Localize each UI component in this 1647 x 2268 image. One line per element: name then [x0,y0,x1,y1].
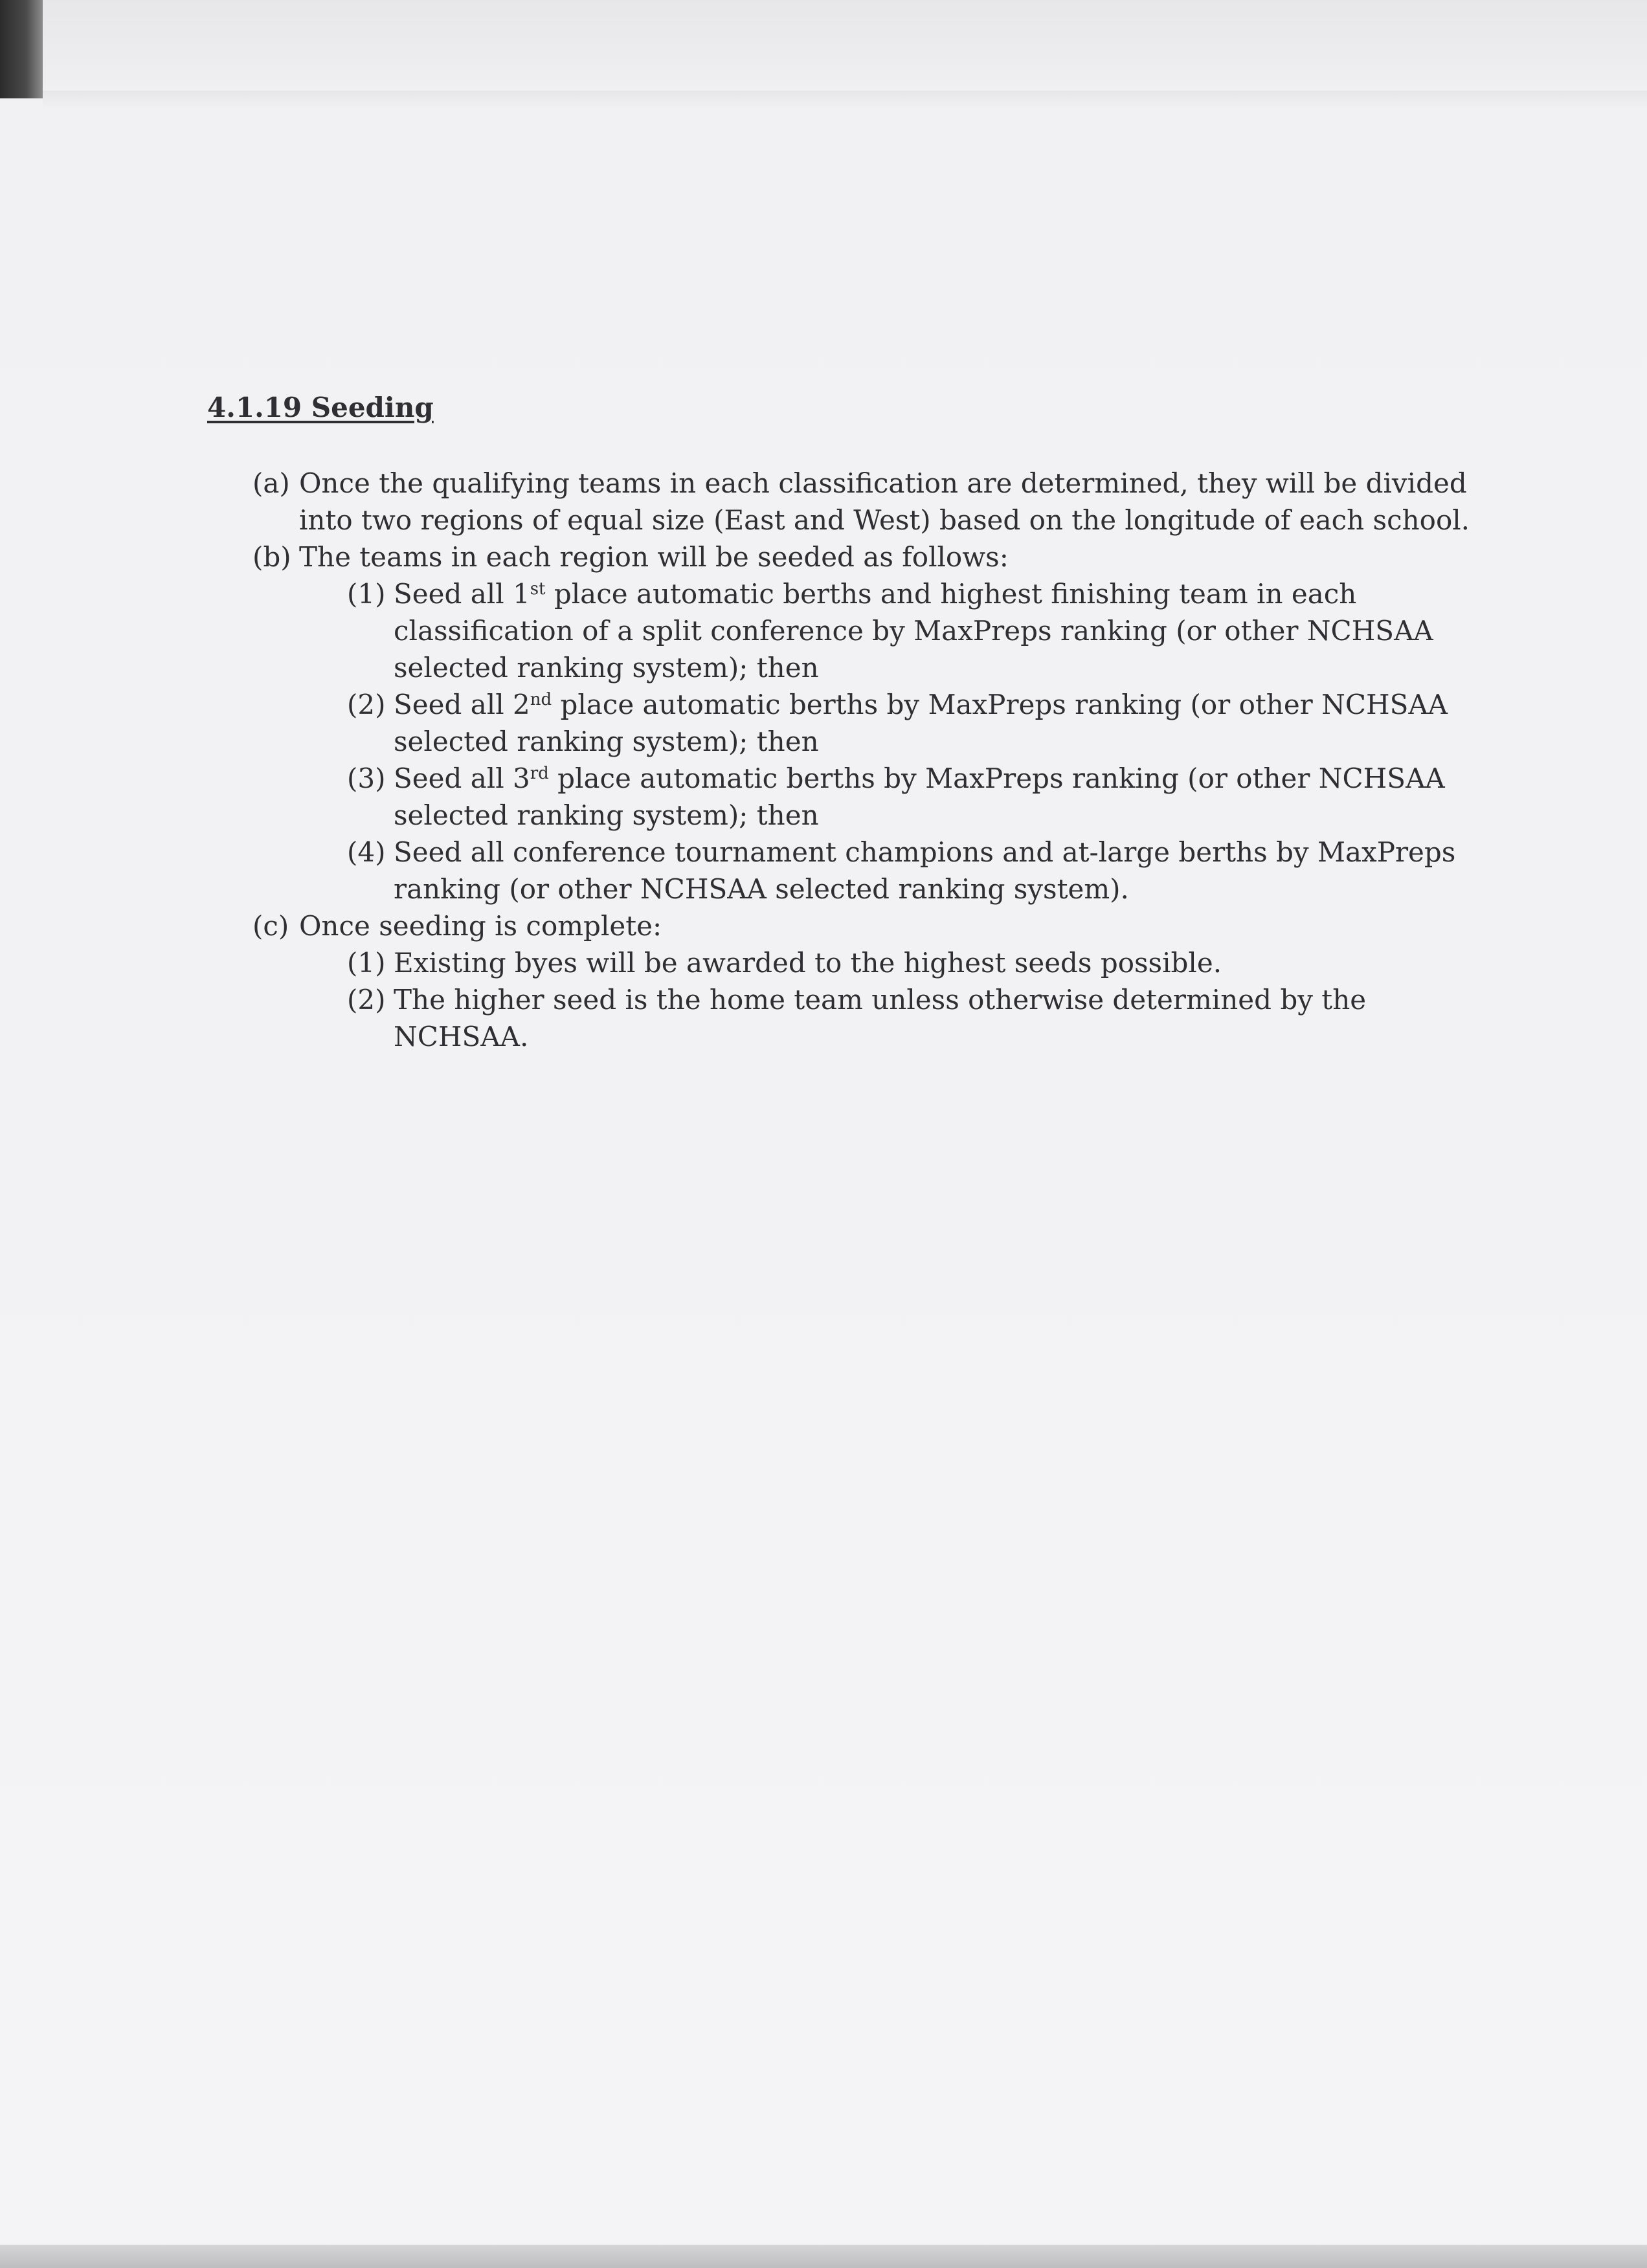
sub-item-text: Seed all conference tournament champions and at-large berths by MaxPreps ranking (or other NCHSAA selected ranking system). [394,836,1456,905]
sub-item-c1 [207,944,1470,981]
list-marker: (1) [347,578,386,610]
list-marker: (a) [252,467,290,499]
ordinal-suffix: rd [530,764,549,783]
sub-item-text: Existing byes will be awarded to the highest seeds possible. [394,947,1222,979]
sub-item-b2 [207,686,1470,760]
list-item-text: Once the qualifying teams in each classification are determined, they will be divided into two regions of equal size (East and West) based on the longitude of each school. [299,467,1470,536]
sub-item-b4 [207,834,1470,907]
sub-item-text-post: place automatic berths and highest finishing team in each classification of a split conference by MaxPreps ranking (or other NCHSAA selected ranking system); then [394,578,1433,684]
sub-item-text-post: place automatic berths by MaxPreps ranking (or other NCHSAA selected ranking system); then [394,689,1448,757]
sub-item-text-pre: Seed all 1 [394,578,530,610]
sub-item-text-post: place automatic berths by MaxPreps ranking (or other NCHSAA selected ranking system); then [394,762,1445,831]
list-item-text: The teams in each region will be seeded as follows: [299,541,1009,573]
list-marker: (4) [347,836,386,868]
sub-item-b1 [207,575,1470,686]
ordinal-suffix: st [530,579,546,599]
sub-item-text-pre: Seed all 2 [394,689,530,720]
sub-item-c2 [207,981,1470,1055]
list-marker: (1) [347,947,386,979]
list-marker: (3) [347,762,386,794]
paper-top-edge [43,91,1647,110]
document-body [207,388,1470,1055]
list-item-c [207,907,1470,944]
sub-item-b3 [207,760,1470,834]
list-item-text: Once seeding is complete: [299,910,662,942]
scanner-edge-shadow [0,0,43,98]
list-item-a [207,465,1470,539]
paper-bottom-edge [0,2245,1647,2268]
list-marker: (c) [252,910,289,942]
list-item-b [207,539,1470,575]
list-marker: (b) [252,541,291,573]
ordinal-suffix: nd [530,690,552,709]
sub-item-text-pre: Seed all 3 [394,762,530,794]
list-marker: (2) [347,689,386,720]
sub-item-text: The higher seed is the home team unless otherwise determined by the NCHSAA. [394,984,1367,1052]
list-marker: (2) [347,984,386,1016]
section-heading: 4.1.19 Seeding [207,392,434,423]
